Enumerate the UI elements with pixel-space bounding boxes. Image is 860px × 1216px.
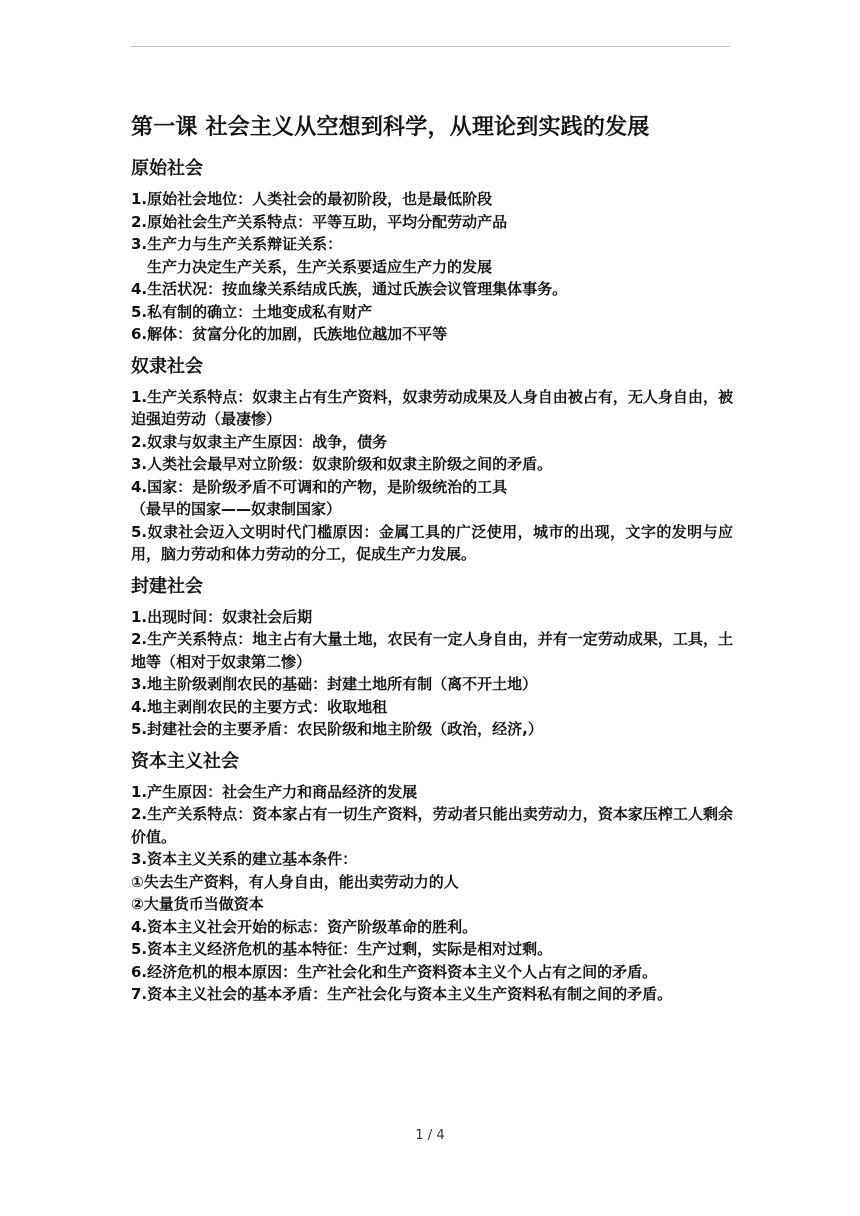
section-capitalist-society bbox=[131, 749, 733, 1006]
paragraph-line: 5.资本主义经济危机的基本特征：生产过剩，实际是相对过剩。 bbox=[131, 940, 553, 958]
paragraph-line: 3.生产力与生产关系辩证关系： bbox=[131, 235, 343, 253]
section-heading: 原始社会 bbox=[131, 158, 203, 179]
paragraph-line: 3.资本主义关系的建立基本条件： bbox=[131, 850, 358, 868]
paragraph-line: 4.资本主义社会开始的标志：资产阶级革命的胜利。 bbox=[131, 917, 478, 936]
section-feudal-society bbox=[131, 574, 733, 741]
paragraph-line: 1.出现时间：奴隶社会后期 bbox=[131, 607, 313, 626]
paragraph-line: 生产力决定生产关系，生产关系要适应生产力的发展 bbox=[147, 257, 493, 276]
header-divider bbox=[131, 46, 730, 47]
paragraph-line: 4.国家：是阶级矛盾不可调和的产物，是阶级统治的工具 bbox=[131, 477, 508, 496]
paragraph-line: 1.生产关系特点：奴隶主占有生产资料，奴隶劳动成果及人身自由被占有，无人身自由，被迫强迫劳动（最凄惨） bbox=[131, 387, 733, 428]
paragraph-line: 3.人类社会最早对立阶级：奴隶阶级和奴隶主阶级之间的矛盾。 bbox=[131, 455, 553, 473]
document-title: 第一课 社会主义从空想到科学，从理论到实践的发展 bbox=[131, 115, 650, 140]
paragraph-line: 5.封建社会的主要矛盾：农民阶级和地主阶级（政治，经济,） bbox=[131, 720, 543, 738]
paragraph-line: ②大量货币当做资本 bbox=[131, 895, 264, 913]
paragraph-line: 6.经济危机的根本原因：生产社会化和生产资料资本主义个人占有之间的矛盾。 bbox=[131, 962, 658, 981]
paragraph-line: 6.解体：贫富分化的加剧，氏族地位越加不平等 bbox=[131, 325, 448, 343]
paragraph-line: （最早的国家——奴隶制国家） bbox=[131, 500, 342, 518]
section-primitive-society bbox=[131, 156, 733, 346]
paragraph-line: 7.资本主义社会的基本矛盾：生产社会化与资本主义生产资料私有制之间的矛盾。 bbox=[131, 985, 673, 1003]
page-number: 1 / 4 bbox=[415, 1128, 445, 1143]
section-heading: 资本主义社会 bbox=[131, 750, 239, 772]
paragraph-line: 2.生产关系特点：资本家占有一切生产资料，劳动者只能出卖劳动力，资本家压榨工人剩余价值。 bbox=[131, 805, 733, 846]
paragraph-line: 3.地主阶级剥削农民的基础：封建土地所有制（离不开土地） bbox=[131, 675, 538, 693]
paragraph-line: 2.奴隶与奴隶主产生原因：战争，债务 bbox=[131, 432, 388, 451]
paragraph-line: 5.奴隶社会迈入文明时代门槛原因：金属工具的广泛使用，城市的出现，文字的发明与应用，脑力劳动和体力劳动的分工，促成生产力发展。 bbox=[131, 522, 733, 563]
paragraph-line: ①失去生产资料，有人身自由，能出卖劳动力的人 bbox=[131, 872, 459, 891]
section-heading: 封建社会 bbox=[131, 575, 203, 597]
paragraph-line: 5.私有制的确立：土地变成私有财产 bbox=[131, 302, 373, 321]
paragraph-line: 4.地主剥削农民的主要方式：收取地租 bbox=[131, 697, 388, 716]
paragraph-line: 2.生产关系特点：地主占有大量土地，农民有一定人身自由，并有一定劳动成果，工具，土地等（相对于奴隶第二惨） bbox=[131, 630, 733, 671]
paragraph-line: 1.原始社会地位：人类社会的最初阶段，也是最低阶段 bbox=[131, 190, 493, 208]
section-heading: 奴隶社会 bbox=[131, 355, 203, 377]
paragraph-line: 4.生活状况：按血缘关系结成氏族，通过氏族会议管理集体事务。 bbox=[131, 280, 568, 298]
paragraph-line: 1.产生原因：社会生产力和商品经济的发展 bbox=[131, 782, 418, 801]
document-body bbox=[131, 112, 733, 1006]
section-slave-society bbox=[131, 354, 733, 566]
paragraph-line: 2.原始社会生产关系特点：平等互助，平均分配劳动产品 bbox=[131, 212, 508, 231]
